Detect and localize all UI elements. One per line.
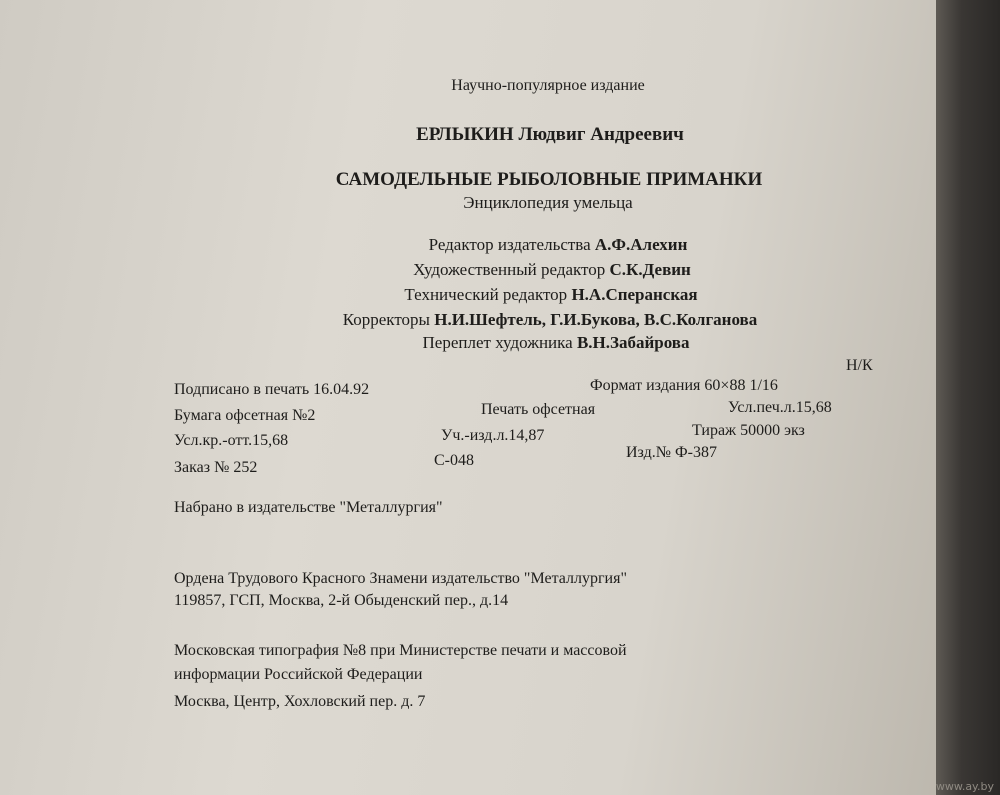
credit-binding-artist [423,334,690,351]
publisher-line-1: Ордена Трудового Красного Знамени издательство "Металлургия" [174,570,627,587]
credit-role: Технический редактор [404,285,568,304]
typeset-note: Набрано в издательстве "Металлургия" [174,499,443,516]
credit-role: Редактор издательства [428,235,591,254]
credit-person: С.К.Девин [609,260,691,279]
book-title: САМОДЕЛЬНЫЕ РЫБОЛОВНЫЕ ПРИМАНКИ [335,169,763,190]
watermark: www.ay.by [935,780,994,793]
usl-kr-ott: Усл.кр.-отт.15,68 [174,432,289,449]
author-name: ЕРЛЫКИН Людвиг Андреевич [416,124,684,145]
credit-role: Художественный редактор [413,260,606,279]
credit-art-editor [413,261,691,278]
nk-mark: Н/К [846,357,873,374]
credit-role: Переплет художника [422,333,573,352]
order-number: Заказ № 252 [174,459,258,476]
credit-person: А.Ф.Алехин [594,235,688,254]
credit-person: Н.И.Шефтель, Г.И.Букова, В.С.Колганова [434,310,758,329]
publisher-line-2: 119857, ГСП, Москва, 2-й Обыденский пер., д.14 [174,592,509,609]
credit-editor [429,236,688,253]
paper-type: Бумага офсетная №2 [174,407,316,424]
credit-tech-editor [404,286,697,303]
book-subtitle: Энциклопедия умельца [463,193,633,212]
printer-line-1: Московская типография №8 при Министерстве печати и массовой [174,642,627,659]
usl-pech: Усл.печ.л.15,68 [728,399,832,416]
signed-date: Подписано в печать 16.04.92 [174,381,370,398]
credit-role: Корректоры [342,310,430,329]
format: Формат издания 60×88 1/16 [590,377,778,394]
page-edge-shadow [936,0,1000,795]
printer-line-3: Москва, Центр, Хохловский пер. д. 7 [174,693,426,710]
print-type: Печать офсетная [481,401,596,418]
s-code: С-048 [434,452,474,469]
edition-type: Научно-популярное издание [451,77,645,94]
credit-person: В.Н.Забайрова [576,333,690,352]
tirazh: Тираж 50000 экз [692,422,805,439]
printer-line-2: информации Российской Федерации [174,666,423,683]
credit-correctors [343,311,757,328]
izd-number: Изд.№ Ф-387 [626,444,717,461]
credit-person: Н.А.Сперанская [571,285,698,304]
uch-izd: Уч.-изд.л.14,87 [441,427,545,444]
